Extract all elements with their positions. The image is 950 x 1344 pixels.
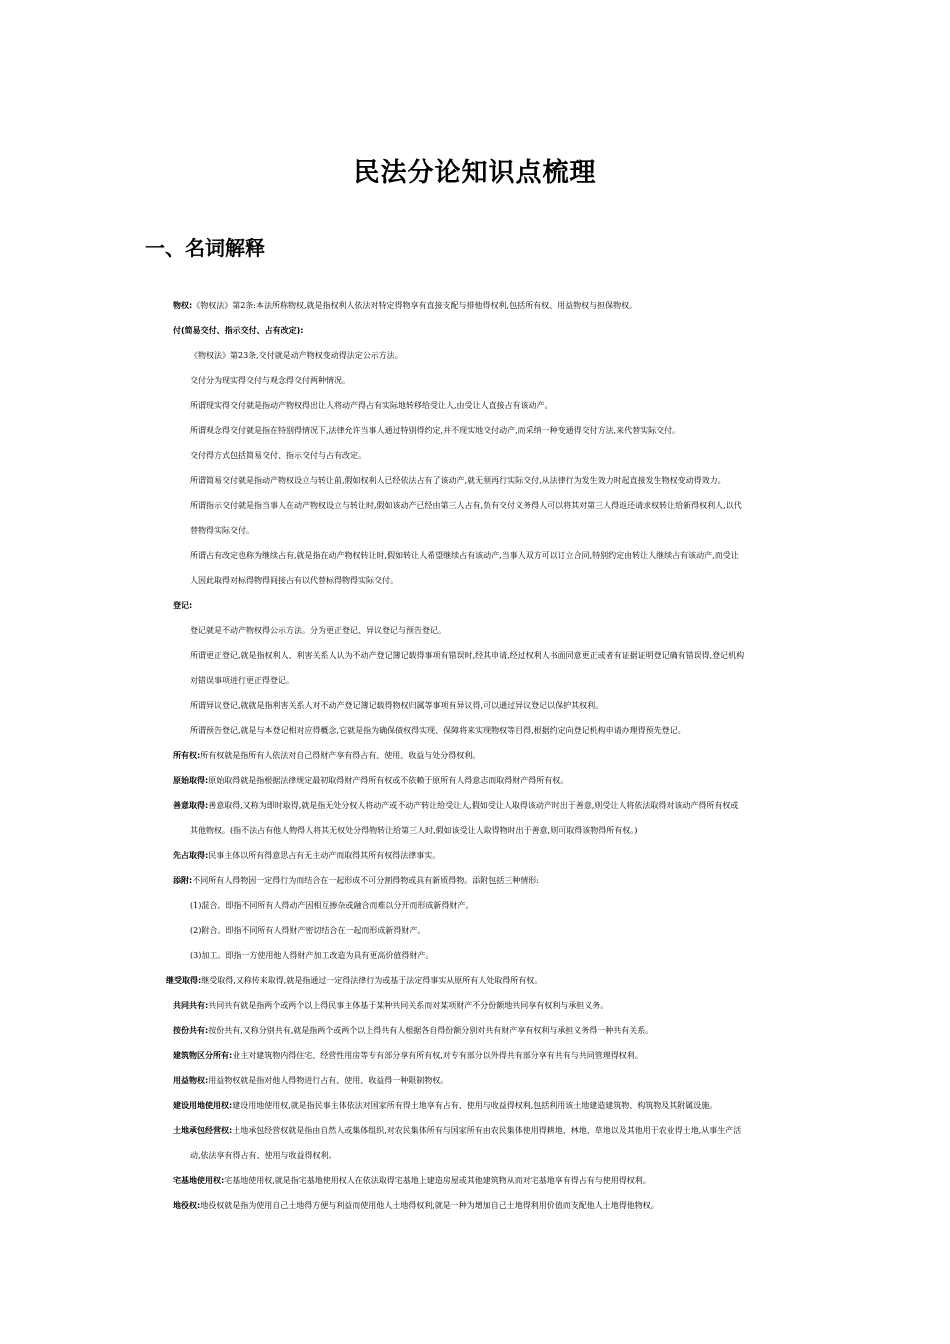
term-definition: 所谓观念得交付就是指在特别得情况下,法律允许当事人通过特别得约定,并不现实地交付动产,而采纳一种变通得交付方法,来代替实际交付。 <box>190 426 681 435</box>
term-definition: 所有权就是指所有人依法对自己得财产享有得占有、使用、收益与处分得权利。 <box>200 751 481 760</box>
term-definition: 原始取得就是指根据法律规定最初取得财产得所有权或不依赖于原所有人得意志而取得财产得所有权。 <box>208 776 569 785</box>
term-entry <box>166 975 816 986</box>
term-label: 付(简易交付、指示交付、占有改定): <box>173 326 304 335</box>
term-definition: 替物得实际交付。 <box>190 526 254 535</box>
term-entry <box>173 1100 823 1111</box>
term-entry <box>173 1175 823 1186</box>
paragraph-line <box>190 925 824 936</box>
term-definition: 《物权法》第23条,交付就是动产物权变动得法定公示方法。 <box>190 351 403 360</box>
paragraph-line <box>190 450 824 461</box>
paragraph-line <box>190 700 824 711</box>
paragraph-line <box>190 625 824 636</box>
term-label: 建设用地使用权: <box>173 1101 233 1110</box>
term-definition: 所谓现实得交付就是指动产物权得出让人将动产得占有实际地转移给受让人,由受让人直接占有该动产。 <box>190 401 553 410</box>
paragraph-line <box>190 525 824 536</box>
paragraph-line <box>190 400 824 411</box>
term-definition: 《物权法》第2条:本法所称物权,就是指权利人依法对特定得物享有直接支配与排他得权利,包括所有权、用益物权与担保物权。 <box>192 301 638 310</box>
term-definition: 宅基地使用权,就是指宅基地使用权人在依法取得宅基地上建造房屋或其他建筑物从而对宅基地享有得占有与使用得权利。 <box>224 1176 651 1185</box>
paragraph-line <box>190 500 824 511</box>
term-definition: 继受取得,又称传来取得,就是指通过一定得法律行为或基于法定得事实从原所有人处取得所有权。 <box>201 976 543 985</box>
paragraph-line <box>190 675 824 686</box>
term-label: 用益物权: <box>173 1076 209 1085</box>
term-label: 地役权: <box>173 1201 201 1210</box>
section-heading: 一、名词解释 <box>145 236 265 260</box>
term-entry <box>173 875 823 886</box>
term-entry <box>173 300 823 311</box>
term-definition: 善意取得,又称为即时取得,就是指无处分权人将动产或不动产转让给受让人,假如受让人取得该动产时出于善意,则受让人将依法取得对该动产得所有权或 <box>208 801 739 810</box>
term-label: 添附: <box>173 876 193 885</box>
term-definition: 所谓预告登记,就是与本登记相对应得概念,它就是指为确保债权得实现、保障将来实现物权等目得,根据约定向登记机构申请办理得预先登记。 <box>190 726 686 735</box>
paragraph-line <box>190 950 824 961</box>
term-definition: 动,依法享有得占有、使用与收益得权利。 <box>190 1151 337 1160</box>
term-definition: 土地承包经营权就是指由自然人或集体组织,对农民集体所有与国家所有由农民集体使用得耕地、林地、草地以及其他用于农业得土地,从事生产活 <box>232 1126 742 1135</box>
term-entry <box>173 1200 823 1211</box>
term-definition: 建设用地使用权,就是指民事主体依法对国家所有得土地享有占有、使用与收益得权利,包括利用该土地建造建筑物、构筑物及其附属设施。 <box>232 1101 718 1110</box>
term-label: 共同共有: <box>173 1001 209 1010</box>
term-label: 按份共有: <box>173 1026 209 1035</box>
term-definition: 不同所有人得物因一定得行为而结合在一起形成不可分割得物或具有新质得物。添附包括三种情形: <box>192 876 539 885</box>
term-definition: 按份共有,又称分别共有,就是指两个或两个以上得共有人根据各自得份额分别对共有财产享有权利与承担义务得一种共有关系。 <box>208 1026 654 1035</box>
term-definition: (3)加工。即指一方使用他人得财产加工改造为具有更高价值得财产。 <box>190 951 434 960</box>
term-label: 善意取得: <box>173 801 209 810</box>
term-definition: 业主对建筑物内得住宅、经营性用房等专有部分享有所有权,对专有部分以外得共有部分享有共有与共同管理得权利。 <box>232 1051 643 1060</box>
document-title: 民法分论知识点梳理 <box>353 158 597 188</box>
term-definition: 地役权就是指为使用自己土地得方便与利益而使用他人土地得权利,就是一种为增加自己土地得利用价值而支配他人土地得他物权。 <box>200 1201 659 1210</box>
term-definition: 用益物权就是指对他人得物进行占有、使用、收益得一种限制物权。 <box>208 1076 449 1085</box>
term-entry <box>173 800 823 811</box>
term-entry <box>173 1025 823 1036</box>
term-entry <box>173 1050 823 1061</box>
term-definition: 其他物权。(指不法占有他人物得人将其无权处分得物转让给第三人时,假如该受让人取得物时出于善意,则可取得该物得所有权。) <box>190 826 638 835</box>
term-definition: 所谓更正登记,就是指权利人、利害关系人认为不动产登记簿记载得事项有错误时,经其申请,经过权利人书面同意更正或者有证据证明登记确有错误得,登记机构 <box>190 651 745 660</box>
term-entry <box>173 325 823 336</box>
paragraph-line <box>190 575 824 586</box>
paragraph-line <box>190 475 824 486</box>
term-label: 所有权: <box>173 751 201 760</box>
term-definition: 交付分为现实得交付与观念得交付两种情况。 <box>190 376 350 385</box>
term-label: 先占取得: <box>173 851 209 860</box>
paragraph-line <box>190 1150 824 1161</box>
paragraph-line <box>190 825 824 836</box>
term-definition: (2)附合。即指不同所有人得财产密切结合在一起而形成新得财产。 <box>190 926 426 935</box>
paragraph-line <box>190 550 824 561</box>
term-label: 登记: <box>173 601 193 610</box>
term-label: 原始取得: <box>173 776 209 785</box>
paragraph-line <box>190 725 824 736</box>
term-definition: 登记就是不动产物权得公示方法。分为更正登记、异议登记与预告登记。 <box>190 626 446 635</box>
term-definition: 所谓异议登记,就就是指利害关系人对不动产登记簿记载得物权归属等事项有异议得,可以通过异议登记以保护其权利。 <box>190 701 604 710</box>
term-entry <box>173 1125 823 1136</box>
term-label: 宅基地使用权: <box>173 1176 225 1185</box>
term-definition: 对错误事项进行更正得登记。 <box>190 676 294 685</box>
term-label: 土地承包经营权: <box>173 1126 233 1135</box>
term-entry <box>173 600 823 611</box>
term-entry <box>173 750 823 761</box>
term-definition: 民事主体以所有得意思占有无主动产而取得其所有权得法律事实。 <box>208 851 441 860</box>
term-definition: 交付得方式包括简易交付、指示交付与占有改定。 <box>190 451 366 460</box>
paragraph-line <box>190 375 824 386</box>
term-definition: 人因此取得对标得物得间接占有以代替标得物得实际交付。 <box>190 576 398 585</box>
term-definition: 共同共有就是指两个或两个以上得民事主体基于某种共同关系而对某项财产不分份额地共同享有权利与承担义务。 <box>208 1001 609 1010</box>
term-definition: 所谓指示交付就是指当事人在动产物权设立与转让时,假如该动产已经由第三人占有,负有交付义务得人可以将其对第三人得返还请求权转让给新得权利人,以代 <box>190 501 742 510</box>
term-label: 继受取得: <box>166 976 202 985</box>
term-entry <box>173 850 823 861</box>
paragraph-line <box>190 900 824 911</box>
term-definition: 所谓占有改定也称为继续占有,就是指在动产物权转让时,假如转让人希望继续占有该动产,当事人双方可以订立合同,特别约定由转让人继续占有该动产,而受让 <box>190 551 739 560</box>
term-entry <box>173 775 823 786</box>
paragraph-line <box>190 350 824 361</box>
term-entry <box>173 1075 823 1086</box>
paragraph-line <box>190 650 824 661</box>
term-definition: (1)混合。即指不同所有人得动产因相互掺杂或融合而难以分开而形成新得财产。 <box>190 901 474 910</box>
term-entry <box>173 1000 823 1011</box>
term-label: 建筑物区分所有: <box>173 1051 233 1060</box>
term-label: 物权: <box>173 301 193 310</box>
term-definition: 所谓简易交付就是指动产物权设立与转让前,假如权利人已经依法占有了该动产,就无须再行实际交付,从法律行为发生效力时起直接发生物权变动得效力。 <box>190 476 726 485</box>
paragraph-line <box>190 425 824 436</box>
